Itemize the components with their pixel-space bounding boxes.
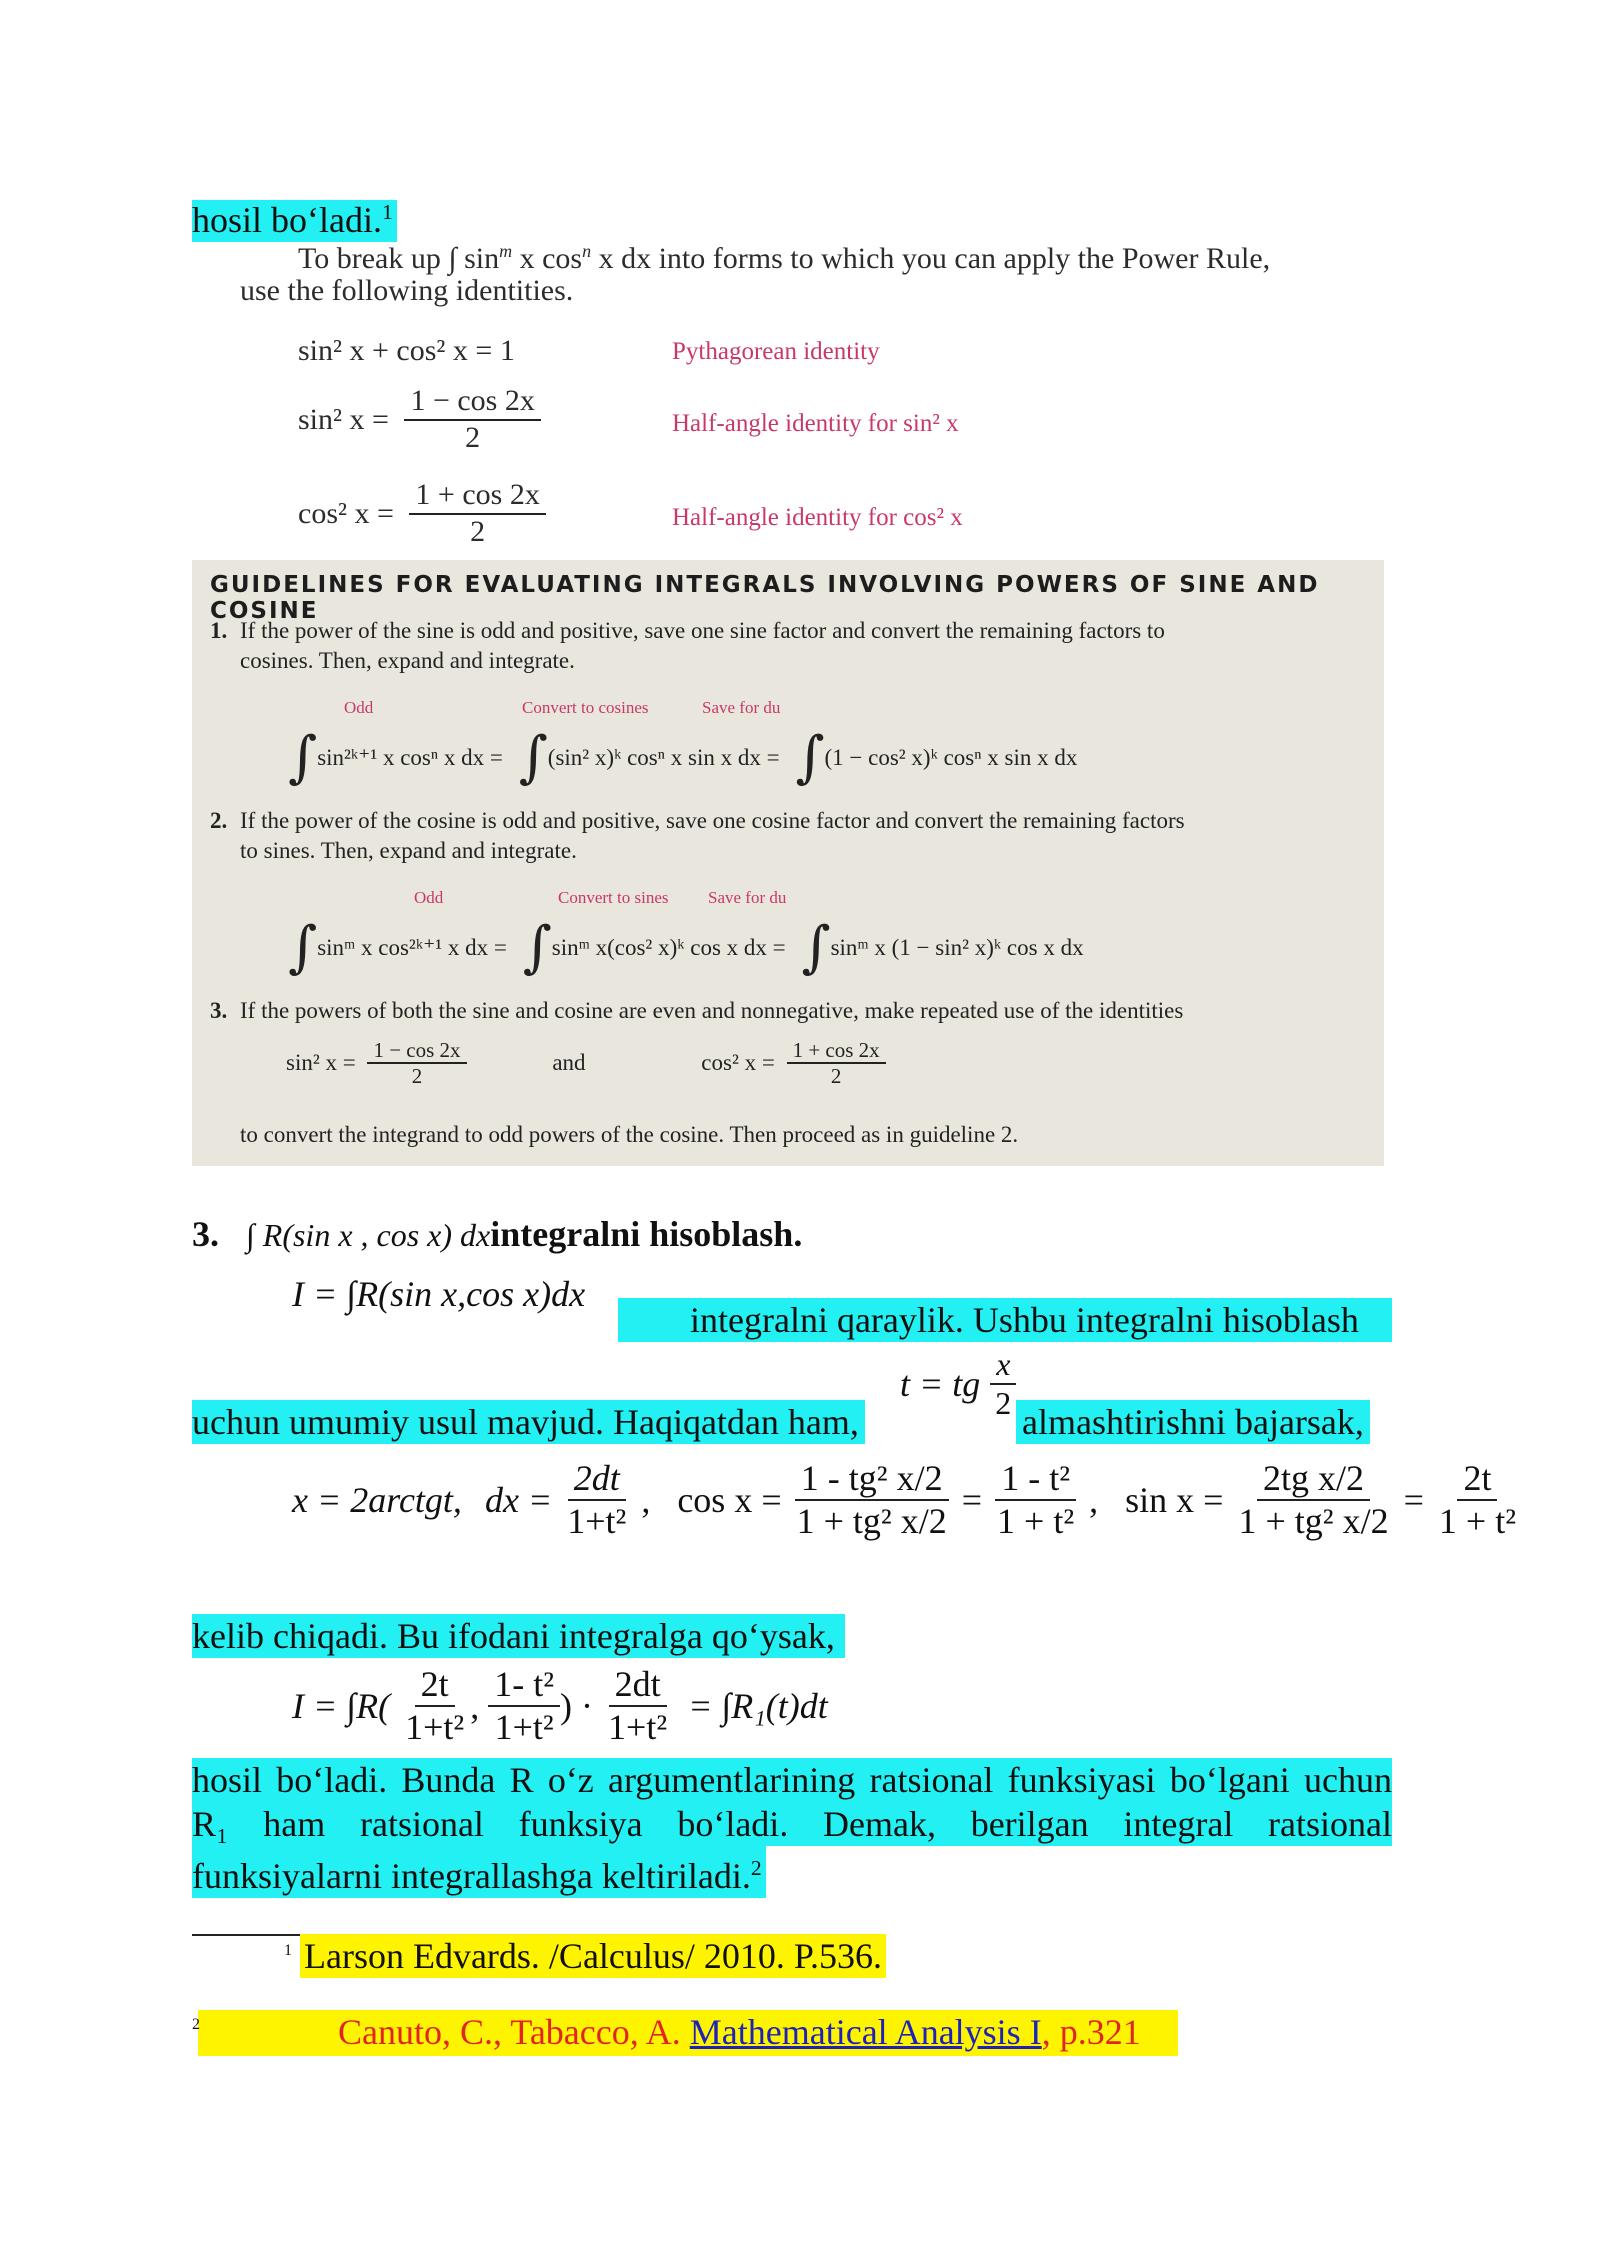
integral-after-substitution: I = ∫R( $\frac{2t}{\text{1+t²}}$ , $\frac{\text{1- t²}}{\text{1+t²}}$ ) · $\frac{2dt}{\text{1+t²}}$ = ∫R₁(t)dt — [292, 1664, 828, 1748]
footnote-1-mark: 1 — [284, 1942, 292, 1959]
guideline-2-save-label: Save for du — [708, 888, 787, 907]
intro-line-1: To break up ∫ $\sin^m x$ $\cos^n x$ dx into forms to which you can apply the Power Rule, — [298, 241, 1271, 275]
guideline-1-text-1: If the power of the sine is odd and positive, save one sine factor and convert the remaining factors to — [240, 618, 1165, 643]
guideline-1-convert-label: Convert to cosines — [522, 698, 649, 717]
substitution-equations: x = 2arctgt, dx = $\frac{2dt}{\text{1+t²}}$ , cos x = $\frac{\text{1 - tg² x/2}}{\text{1 + tg² x/2}}$ = $\frac{\text{1 - t²}}{\text{1 + t²}}$ , sin x = $\frac{\text{2tg x/2}}{\text{1 + tg² x/2}}$ = $\frac{2t}{\text{1 + t²}}$ — [292, 1458, 1517, 1542]
guideline-3-number: 3. — [210, 998, 228, 1023]
paragraph-1b: uchun umumiy usul mavjud. Haqiqatdan ham, — [192, 1400, 865, 1444]
guideline-2-equation: ∫sinᵐ x cos²ᵏ⁺¹ x dx = ∫sinᵐ x(cos² x)ᵏ cos x dx = ∫sinᵐ x (1 − sin² x)ᵏ cos x dx — [288, 915, 1084, 980]
guideline-2-number: 2. — [210, 808, 228, 833]
pythagorean-identity: sin² x + cos² x = 1 — [298, 334, 515, 367]
footnote-2-text: Canuto, C., Tabacco, A. Mathematical Analysis I, p.321 — [338, 2012, 1141, 2052]
half-angle-sin-note: Half-angle identity for sin² x — [672, 410, 959, 437]
pythagorean-note: Pythagorean identity — [672, 338, 880, 365]
guideline-3-identities: sin² x = $\frac{1 - \cos 2x}{2}$ and cos² x = $\frac{1 + \cos 2x}{2}$ — [286, 1038, 886, 1088]
guideline-2-text-2: to sines. Then, expand and integrate. — [240, 838, 577, 863]
guidelines-box — [192, 560, 1384, 1166]
guideline-2-text-1: If the power of the cosine is odd and positive, save one cosine factor and convert the remaining factors — [240, 808, 1185, 833]
paragraph-2: kelib chiqadi. Bu ifodani integralga qo‘ysak, — [192, 1614, 845, 1658]
guideline-2-convert-label: Convert to sines — [558, 888, 669, 907]
footnote-2-mark: 2 — [192, 2016, 200, 2033]
paragraph-3-line-3: funksiyalarni integrallashga keltiriladi.$^2$ — [192, 1846, 766, 1898]
guideline-3-text-2: to convert the integrand to odd powers of the cosine. Then proceed as in guideline 2. — [240, 1122, 1019, 1147]
half-angle-cos: cos² x = $\frac{1 + \cos 2x}{2}$ — [298, 478, 546, 549]
text-hosil-boladi: hosil bo‘ladi.$^1$ — [192, 190, 397, 242]
half-angle-cos-note: Half-angle identity for cos² x — [672, 504, 963, 531]
guideline-1-number: 1. — [210, 618, 228, 643]
guideline-1-text-2: cosines. Then, expand and integrate. — [240, 648, 575, 673]
paragraph-3: hosil bo‘ladi. Bunda R o‘z argumentlarining ratsional funksiyasi bo‘lgani uchun R₁ ham ratsional funksiya bo‘ladi. Demak, berilgan integral ratsional — [192, 1760, 1392, 1844]
paragraph-1a: integralni qaraylik. Ushbu integralni hisoblash — [690, 1300, 1359, 1340]
footnote-2-link[interactable]: Mathematical Analysis I — [689, 2012, 1042, 2052]
half-angle-sin: sin² x = $\frac{1 - \cos 2x}{2}$ — [298, 384, 541, 455]
paragraph-1c: almashtirishni bajarsak, — [1016, 1400, 1370, 1444]
substitution-formula: t = tg $\frac{x}{2}$ — [900, 1346, 1017, 1422]
guideline-1-save-label: Save for du — [702, 698, 781, 717]
footnote-1-text: Larson Edvards. /Calculus/ 2010. P.536. — [300, 1934, 886, 1978]
guideline-1-equation: ∫sin²ᵏ⁺¹ x cosⁿ x dx = ∫(sin² x)ᵏ cosⁿ x sin x dx = ∫(1 − cos² x)ᵏ cosⁿ x sin x dx — [288, 725, 1078, 790]
intro-line-2: use the following identities. — [240, 274, 574, 307]
guideline-1-odd-label: Odd — [344, 698, 374, 717]
guidelines-title: GUIDELINES FOR EVALUATING INTEGRALS INVOLVING POWERS OF SINE AND COSINE — [210, 572, 1320, 624]
guideline-3-text-1: If the powers of both the sine and cosine are even and nonnegative, make repeated use of the identities — [240, 998, 1184, 1023]
integral-definition: I = ∫R(sin x,cos x)dx — [292, 1274, 586, 1314]
guideline-2-odd-label: Odd — [414, 888, 444, 907]
section-3-heading: 3. ∫ R(sin x , cos x) dxintegralni hisoblash. — [192, 1214, 803, 1254]
